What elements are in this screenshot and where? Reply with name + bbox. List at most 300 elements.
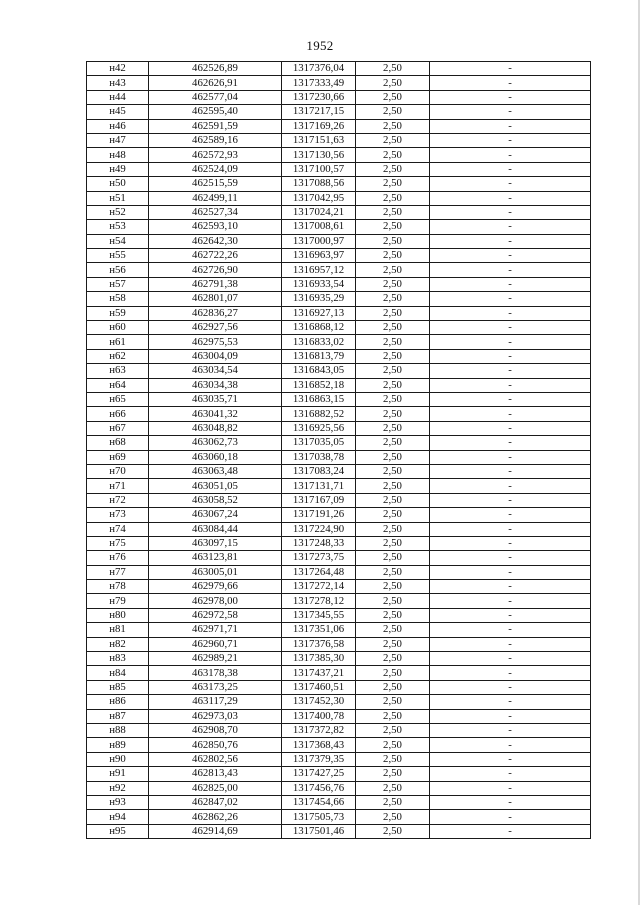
- table-row: [87, 234, 591, 248]
- note-cell: -: [430, 407, 591, 421]
- note-cell: -: [430, 177, 591, 191]
- point-id-cell: н91: [87, 767, 149, 781]
- note-cell: -: [430, 105, 591, 119]
- note-cell: -: [430, 133, 591, 147]
- point-id-cell: н55: [87, 249, 149, 263]
- table-row: [87, 810, 591, 824]
- table-row: [87, 594, 591, 608]
- y-coordinate-cell: 1316868,12: [282, 321, 356, 335]
- table-row: [87, 824, 591, 838]
- table-row: [87, 752, 591, 766]
- y-coordinate-cell: 1316957,12: [282, 263, 356, 277]
- y-coordinate-cell: 1317169,26: [282, 119, 356, 133]
- accuracy-cell: 2,50: [356, 133, 430, 147]
- x-coordinate-cell: 463060,18: [149, 450, 282, 464]
- y-coordinate-cell: 1317368,43: [282, 738, 356, 752]
- point-id-cell: н46: [87, 119, 149, 133]
- y-coordinate-cell: 1317100,57: [282, 162, 356, 176]
- note-cell: -: [430, 551, 591, 565]
- x-coordinate-cell: 462593,10: [149, 220, 282, 234]
- table-row: [87, 349, 591, 363]
- y-coordinate-cell: 1316863,15: [282, 392, 356, 406]
- accuracy-cell: 2,50: [356, 249, 430, 263]
- point-id-cell: н86: [87, 695, 149, 709]
- table-row: [87, 522, 591, 536]
- x-coordinate-cell: 463058,52: [149, 493, 282, 507]
- note-cell: -: [430, 508, 591, 522]
- y-coordinate-cell: 1317151,63: [282, 133, 356, 147]
- accuracy-cell: 2,50: [356, 148, 430, 162]
- y-coordinate-cell: 1317333,49: [282, 76, 356, 90]
- point-id-cell: н43: [87, 76, 149, 90]
- point-id-cell: н94: [87, 810, 149, 824]
- y-coordinate-cell: 1317042,95: [282, 191, 356, 205]
- note-cell: -: [430, 421, 591, 435]
- accuracy-cell: 2,50: [356, 191, 430, 205]
- x-coordinate-cell: 462577,04: [149, 90, 282, 104]
- y-coordinate-cell: 1317454,66: [282, 795, 356, 809]
- point-id-cell: н71: [87, 479, 149, 493]
- table-row: [87, 436, 591, 450]
- note-cell: -: [430, 652, 591, 666]
- point-id-cell: н80: [87, 608, 149, 622]
- point-id-cell: н64: [87, 378, 149, 392]
- point-id-cell: н63: [87, 364, 149, 378]
- y-coordinate-cell: 1317376,04: [282, 62, 356, 76]
- y-coordinate-cell: 1317372,82: [282, 723, 356, 737]
- y-coordinate-cell: 1317248,33: [282, 536, 356, 550]
- accuracy-cell: 2,50: [356, 824, 430, 838]
- table-row: [87, 263, 591, 277]
- x-coordinate-cell: 462825,00: [149, 781, 282, 795]
- x-coordinate-cell: 462973,03: [149, 709, 282, 723]
- point-id-cell: н75: [87, 536, 149, 550]
- x-coordinate-cell: 462813,43: [149, 767, 282, 781]
- point-id-cell: н70: [87, 464, 149, 478]
- accuracy-cell: 2,50: [356, 421, 430, 435]
- x-coordinate-cell: 462979,66: [149, 580, 282, 594]
- accuracy-cell: 2,50: [356, 205, 430, 219]
- x-coordinate-cell: 463062,73: [149, 436, 282, 450]
- y-coordinate-cell: 1316852,18: [282, 378, 356, 392]
- x-coordinate-cell: 462927,56: [149, 321, 282, 335]
- table-row: [87, 738, 591, 752]
- point-id-cell: н84: [87, 666, 149, 680]
- point-id-cell: н73: [87, 508, 149, 522]
- table-row: [87, 580, 591, 594]
- point-id-cell: н48: [87, 148, 149, 162]
- point-id-cell: н49: [87, 162, 149, 176]
- note-cell: -: [430, 148, 591, 162]
- note-cell: -: [430, 479, 591, 493]
- y-coordinate-cell: 1317376,58: [282, 637, 356, 651]
- x-coordinate-cell: 462972,58: [149, 608, 282, 622]
- accuracy-cell: 2,50: [356, 652, 430, 666]
- y-coordinate-cell: 1317230,66: [282, 90, 356, 104]
- table-row: [87, 191, 591, 205]
- note-cell: -: [430, 781, 591, 795]
- accuracy-cell: 2,50: [356, 594, 430, 608]
- table-row: [87, 623, 591, 637]
- table-row: [87, 407, 591, 421]
- table-row: [87, 321, 591, 335]
- x-coordinate-cell: 462914,69: [149, 824, 282, 838]
- y-coordinate-cell: 1317505,73: [282, 810, 356, 824]
- x-coordinate-cell: 462626,91: [149, 76, 282, 90]
- accuracy-cell: 2,50: [356, 436, 430, 450]
- point-id-cell: н72: [87, 493, 149, 507]
- table-row: [87, 177, 591, 191]
- point-id-cell: н58: [87, 292, 149, 306]
- coordinates-table: [86, 61, 591, 839]
- y-coordinate-cell: 1317452,30: [282, 695, 356, 709]
- x-coordinate-cell: 462791,38: [149, 277, 282, 291]
- table-row: [87, 493, 591, 507]
- accuracy-cell: 2,50: [356, 551, 430, 565]
- point-id-cell: н83: [87, 652, 149, 666]
- y-coordinate-cell: 1317278,12: [282, 594, 356, 608]
- point-id-cell: н53: [87, 220, 149, 234]
- note-cell: -: [430, 349, 591, 363]
- accuracy-cell: 2,50: [356, 781, 430, 795]
- point-id-cell: н56: [87, 263, 149, 277]
- point-id-cell: н92: [87, 781, 149, 795]
- accuracy-cell: 2,50: [356, 105, 430, 119]
- accuracy-cell: 2,50: [356, 364, 430, 378]
- note-cell: -: [430, 752, 591, 766]
- table-row: [87, 421, 591, 435]
- note-cell: -: [430, 436, 591, 450]
- note-cell: -: [430, 62, 591, 76]
- table-row: [87, 608, 591, 622]
- y-coordinate-cell: 1316843,05: [282, 364, 356, 378]
- y-coordinate-cell: 1317038,78: [282, 450, 356, 464]
- y-coordinate-cell: 1316833,02: [282, 335, 356, 349]
- table-row: [87, 220, 591, 234]
- table-row: [87, 565, 591, 579]
- x-coordinate-cell: 463034,54: [149, 364, 282, 378]
- accuracy-cell: 2,50: [356, 738, 430, 752]
- x-coordinate-cell: 462499,11: [149, 191, 282, 205]
- x-coordinate-cell: 462802,56: [149, 752, 282, 766]
- table-row: [87, 277, 591, 291]
- note-cell: -: [430, 695, 591, 709]
- y-coordinate-cell: 1317008,61: [282, 220, 356, 234]
- accuracy-cell: 2,50: [356, 76, 430, 90]
- note-cell: -: [430, 565, 591, 579]
- table-row: [87, 723, 591, 737]
- note-cell: -: [430, 335, 591, 349]
- x-coordinate-cell: 462862,26: [149, 810, 282, 824]
- note-cell: -: [430, 623, 591, 637]
- note-cell: -: [430, 464, 591, 478]
- y-coordinate-cell: 1317083,24: [282, 464, 356, 478]
- accuracy-cell: 2,50: [356, 810, 430, 824]
- x-coordinate-cell: 463048,82: [149, 421, 282, 435]
- point-id-cell: н81: [87, 623, 149, 637]
- point-id-cell: н79: [87, 594, 149, 608]
- point-id-cell: н62: [87, 349, 149, 363]
- accuracy-cell: 2,50: [356, 119, 430, 133]
- note-cell: -: [430, 162, 591, 176]
- note-cell: -: [430, 795, 591, 809]
- y-coordinate-cell: 1316927,13: [282, 306, 356, 320]
- x-coordinate-cell: 462975,53: [149, 335, 282, 349]
- note-cell: -: [430, 364, 591, 378]
- table-row: [87, 795, 591, 809]
- table-row: [87, 695, 591, 709]
- y-coordinate-cell: 1317272,14: [282, 580, 356, 594]
- point-id-cell: н42: [87, 62, 149, 76]
- table-row: [87, 364, 591, 378]
- accuracy-cell: 2,50: [356, 795, 430, 809]
- x-coordinate-cell: 462960,71: [149, 637, 282, 651]
- y-coordinate-cell: 1317273,75: [282, 551, 356, 565]
- point-id-cell: н87: [87, 709, 149, 723]
- accuracy-cell: 2,50: [356, 723, 430, 737]
- table-row: [87, 479, 591, 493]
- table-row: [87, 536, 591, 550]
- x-coordinate-cell: 462978,00: [149, 594, 282, 608]
- point-id-cell: н44: [87, 90, 149, 104]
- point-id-cell: н52: [87, 205, 149, 219]
- point-id-cell: н74: [87, 522, 149, 536]
- point-id-cell: н50: [87, 177, 149, 191]
- accuracy-cell: 2,50: [356, 407, 430, 421]
- point-id-cell: н61: [87, 335, 149, 349]
- x-coordinate-cell: 462524,09: [149, 162, 282, 176]
- point-id-cell: н89: [87, 738, 149, 752]
- x-coordinate-cell: 462850,76: [149, 738, 282, 752]
- y-coordinate-cell: 1317131,71: [282, 479, 356, 493]
- accuracy-cell: 2,50: [356, 637, 430, 651]
- accuracy-cell: 2,50: [356, 321, 430, 335]
- note-cell: -: [430, 637, 591, 651]
- note-cell: -: [430, 378, 591, 392]
- page-number: 1952: [306, 38, 334, 53]
- y-coordinate-cell: 1317167,09: [282, 493, 356, 507]
- table-row: [87, 306, 591, 320]
- x-coordinate-cell: 462847,02: [149, 795, 282, 809]
- note-cell: -: [430, 824, 591, 838]
- x-coordinate-cell: 462836,27: [149, 306, 282, 320]
- table-row: [87, 378, 591, 392]
- point-id-cell: н90: [87, 752, 149, 766]
- accuracy-cell: 2,50: [356, 378, 430, 392]
- note-cell: -: [430, 263, 591, 277]
- table-row: [87, 666, 591, 680]
- y-coordinate-cell: 1317351,06: [282, 623, 356, 637]
- table-row: [87, 62, 591, 76]
- note-cell: -: [430, 594, 591, 608]
- accuracy-cell: 2,50: [356, 234, 430, 248]
- x-coordinate-cell: 462589,16: [149, 133, 282, 147]
- point-id-cell: н57: [87, 277, 149, 291]
- accuracy-cell: 2,50: [356, 450, 430, 464]
- x-coordinate-cell: 462801,07: [149, 292, 282, 306]
- x-coordinate-cell: 462722,26: [149, 249, 282, 263]
- y-coordinate-cell: 1317437,21: [282, 666, 356, 680]
- y-coordinate-cell: 1317460,51: [282, 680, 356, 694]
- point-id-cell: н77: [87, 565, 149, 579]
- x-coordinate-cell: 463067,24: [149, 508, 282, 522]
- note-cell: -: [430, 810, 591, 824]
- table-row: [87, 450, 591, 464]
- y-coordinate-cell: 1317191,26: [282, 508, 356, 522]
- accuracy-cell: 2,50: [356, 522, 430, 536]
- note-cell: -: [430, 306, 591, 320]
- note-cell: -: [430, 90, 591, 104]
- table-row: [87, 205, 591, 219]
- accuracy-cell: 2,50: [356, 680, 430, 694]
- note-cell: -: [430, 392, 591, 406]
- accuracy-cell: 2,50: [356, 565, 430, 579]
- table-row: [87, 335, 591, 349]
- point-id-cell: н60: [87, 321, 149, 335]
- y-coordinate-cell: 1317385,30: [282, 652, 356, 666]
- note-cell: -: [430, 205, 591, 219]
- table-row: [87, 105, 591, 119]
- x-coordinate-cell: 462527,34: [149, 205, 282, 219]
- point-id-cell: н65: [87, 392, 149, 406]
- point-id-cell: н85: [87, 680, 149, 694]
- note-cell: -: [430, 450, 591, 464]
- note-cell: -: [430, 580, 591, 594]
- y-coordinate-cell: 1317130,56: [282, 148, 356, 162]
- x-coordinate-cell: 462595,40: [149, 105, 282, 119]
- y-coordinate-cell: 1316963,97: [282, 249, 356, 263]
- point-id-cell: н67: [87, 421, 149, 435]
- table-row: [87, 133, 591, 147]
- x-coordinate-cell: 462908,70: [149, 723, 282, 737]
- accuracy-cell: 2,50: [356, 493, 430, 507]
- y-coordinate-cell: 1317501,46: [282, 824, 356, 838]
- x-coordinate-cell: 463063,48: [149, 464, 282, 478]
- note-cell: -: [430, 292, 591, 306]
- table-row: [87, 249, 591, 263]
- note-cell: -: [430, 277, 591, 291]
- x-coordinate-cell: 463051,05: [149, 479, 282, 493]
- point-id-cell: н68: [87, 436, 149, 450]
- accuracy-cell: 2,50: [356, 695, 430, 709]
- y-coordinate-cell: 1316882,52: [282, 407, 356, 421]
- point-id-cell: н47: [87, 133, 149, 147]
- point-id-cell: н51: [87, 191, 149, 205]
- note-cell: -: [430, 493, 591, 507]
- point-id-cell: н66: [87, 407, 149, 421]
- y-coordinate-cell: 1316813,79: [282, 349, 356, 363]
- table-row: [87, 76, 591, 90]
- coordinates-table-body: [87, 62, 591, 839]
- x-coordinate-cell: 462726,90: [149, 263, 282, 277]
- y-coordinate-cell: 1317427,25: [282, 767, 356, 781]
- x-coordinate-cell: 463034,38: [149, 378, 282, 392]
- table-row: [87, 680, 591, 694]
- accuracy-cell: 2,50: [356, 709, 430, 723]
- x-coordinate-cell: 463084,44: [149, 522, 282, 536]
- x-coordinate-cell: 463005,01: [149, 565, 282, 579]
- table-row: [87, 392, 591, 406]
- table-row: [87, 508, 591, 522]
- x-coordinate-cell: 462971,71: [149, 623, 282, 637]
- y-coordinate-cell: 1316925,56: [282, 421, 356, 435]
- accuracy-cell: 2,50: [356, 177, 430, 191]
- y-coordinate-cell: 1317217,15: [282, 105, 356, 119]
- x-coordinate-cell: 462572,93: [149, 148, 282, 162]
- y-coordinate-cell: 1317224,90: [282, 522, 356, 536]
- x-coordinate-cell: 463178,38: [149, 666, 282, 680]
- x-coordinate-cell: 463004,09: [149, 349, 282, 363]
- x-coordinate-cell: 463173,25: [149, 680, 282, 694]
- accuracy-cell: 2,50: [356, 666, 430, 680]
- accuracy-cell: 2,50: [356, 752, 430, 766]
- accuracy-cell: 2,50: [356, 263, 430, 277]
- table-row: [87, 162, 591, 176]
- note-cell: -: [430, 738, 591, 752]
- y-coordinate-cell: 1317264,48: [282, 565, 356, 579]
- accuracy-cell: 2,50: [356, 335, 430, 349]
- accuracy-cell: 2,50: [356, 536, 430, 550]
- table-row: [87, 652, 591, 666]
- table-row: [87, 709, 591, 723]
- note-cell: -: [430, 709, 591, 723]
- x-coordinate-cell: 462989,21: [149, 652, 282, 666]
- table-row: [87, 119, 591, 133]
- x-coordinate-cell: 462515,59: [149, 177, 282, 191]
- note-cell: -: [430, 536, 591, 550]
- y-coordinate-cell: 1317379,35: [282, 752, 356, 766]
- point-id-cell: н82: [87, 637, 149, 651]
- table-row: [87, 464, 591, 478]
- table-row: [87, 637, 591, 651]
- accuracy-cell: 2,50: [356, 277, 430, 291]
- y-coordinate-cell: 1316935,29: [282, 292, 356, 306]
- accuracy-cell: 2,50: [356, 162, 430, 176]
- note-cell: -: [430, 234, 591, 248]
- note-cell: -: [430, 723, 591, 737]
- point-id-cell: н88: [87, 723, 149, 737]
- point-id-cell: н45: [87, 105, 149, 119]
- note-cell: -: [430, 522, 591, 536]
- x-coordinate-cell: 463123,81: [149, 551, 282, 565]
- x-coordinate-cell: 463117,29: [149, 695, 282, 709]
- y-coordinate-cell: 1317400,78: [282, 709, 356, 723]
- y-coordinate-cell: 1317088,56: [282, 177, 356, 191]
- y-coordinate-cell: 1317024,21: [282, 205, 356, 219]
- note-cell: -: [430, 680, 591, 694]
- accuracy-cell: 2,50: [356, 292, 430, 306]
- x-coordinate-cell: 462526,89: [149, 62, 282, 76]
- table-row: [87, 90, 591, 104]
- accuracy-cell: 2,50: [356, 306, 430, 320]
- y-coordinate-cell: 1317035,05: [282, 436, 356, 450]
- note-cell: -: [430, 767, 591, 781]
- y-coordinate-cell: 1317000,97: [282, 234, 356, 248]
- table-row: [87, 781, 591, 795]
- note-cell: -: [430, 220, 591, 234]
- x-coordinate-cell: 463041,32: [149, 407, 282, 421]
- accuracy-cell: 2,50: [356, 508, 430, 522]
- x-coordinate-cell: 462591,59: [149, 119, 282, 133]
- note-cell: -: [430, 666, 591, 680]
- note-cell: -: [430, 249, 591, 263]
- point-id-cell: н69: [87, 450, 149, 464]
- point-id-cell: н93: [87, 795, 149, 809]
- x-coordinate-cell: 462642,30: [149, 234, 282, 248]
- point-id-cell: н59: [87, 306, 149, 320]
- accuracy-cell: 2,50: [356, 608, 430, 622]
- table-row: [87, 767, 591, 781]
